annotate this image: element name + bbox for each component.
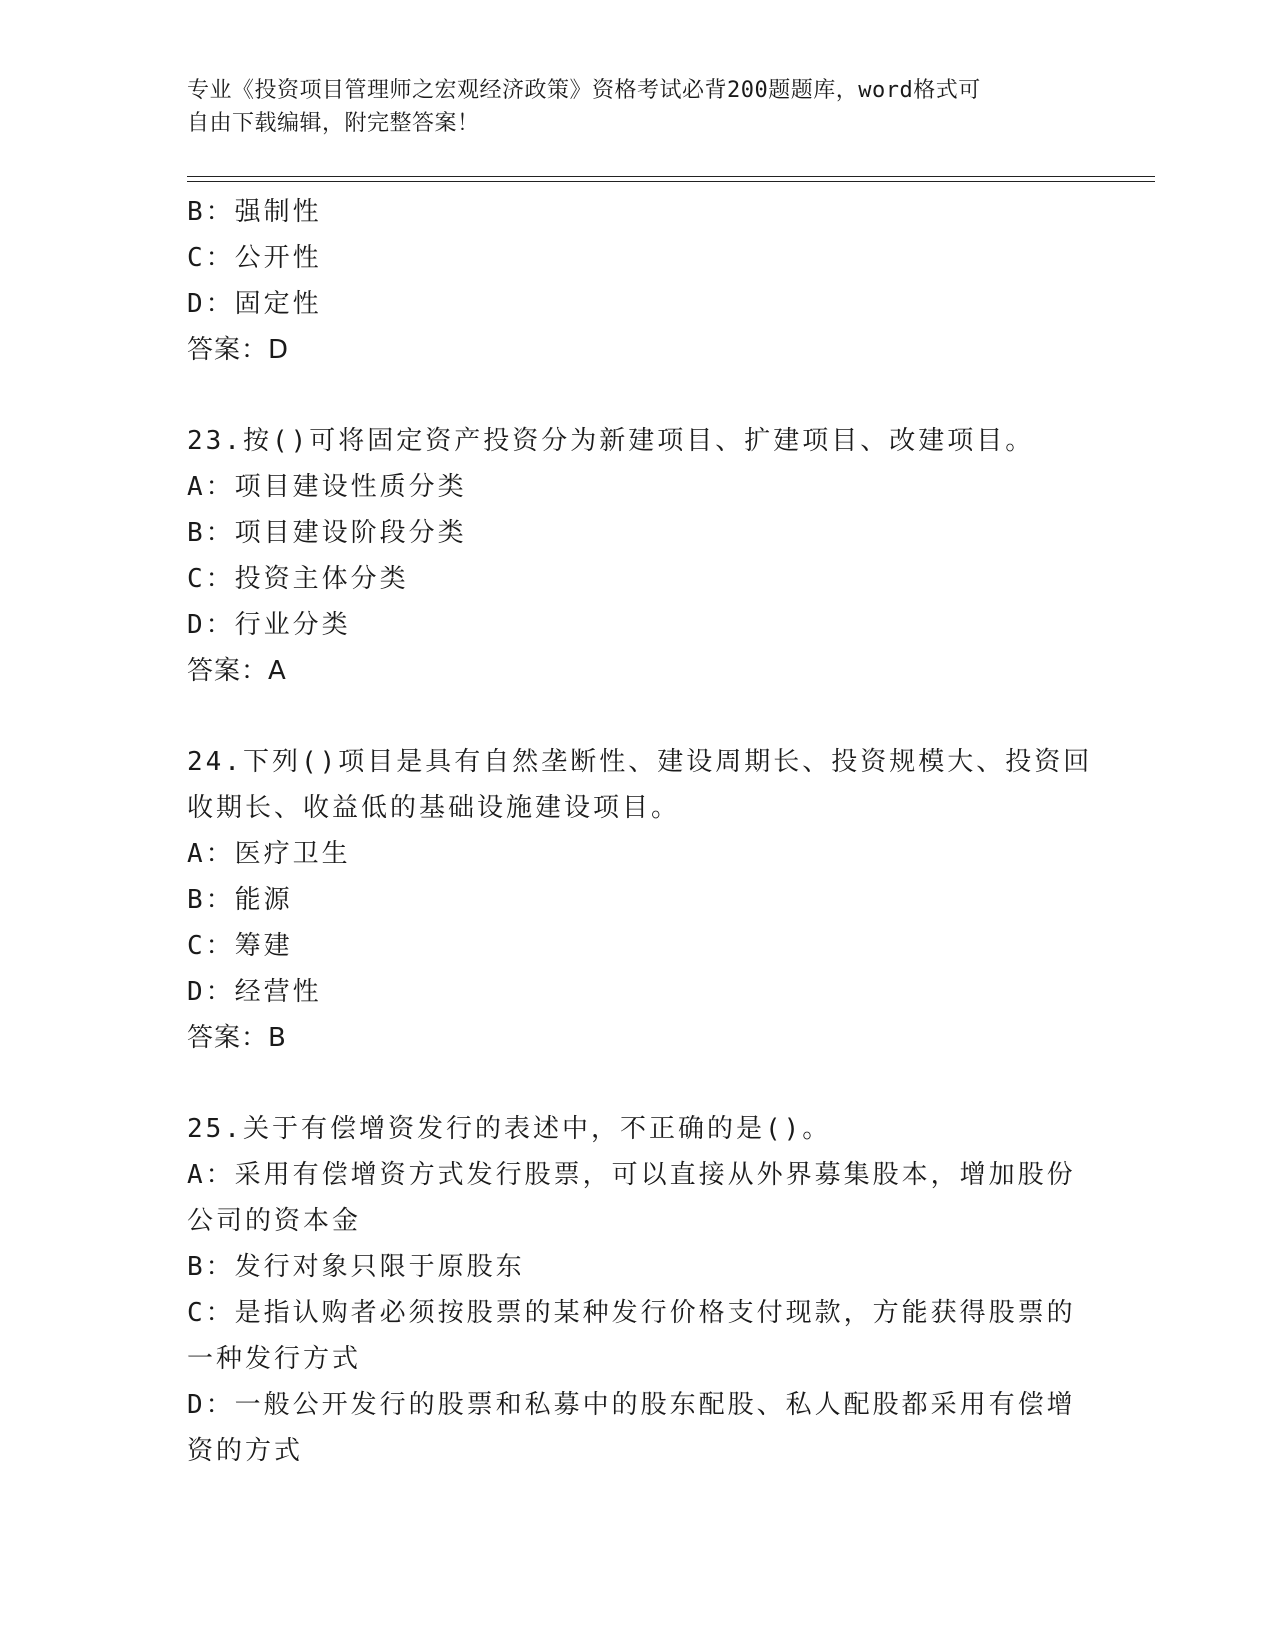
question-stem: 收期长、收益低的基础设施建设项目。 — [187, 793, 681, 823]
question-content — [187, 189, 1093, 1474]
option-c: C：公开性 — [187, 243, 322, 273]
option-a: A：采用有偿增资方式发行股票，可以直接从外界募集股本，增加股份 — [187, 1160, 1076, 1190]
option-d: D：一般公开发行的股票和私募中的股东配股、私人配股都采用有偿增 — [187, 1390, 1076, 1420]
option-a: A：项目建设性质分类 — [187, 472, 467, 502]
option-a-continued: 公司的资本金 — [187, 1206, 362, 1236]
header-rule-top — [187, 176, 1155, 177]
prev-question — [187, 189, 1087, 373]
spacer — [187, 373, 1087, 418]
question-stem: 24.下列()项目是具有自然垄断性、建设周期长、投资规模大、投资回 — [187, 747, 1093, 777]
option-c: C：是指认购者必须按股票的某种发行价格支付现款，方能获得股票的 — [187, 1298, 1076, 1328]
option-c: C：投资主体分类 — [187, 564, 409, 594]
option-b: B：能源 — [187, 885, 293, 915]
option-b: B：项目建设阶段分类 — [187, 518, 467, 548]
answer: 答案：B — [187, 1023, 287, 1053]
question-24 — [187, 739, 1093, 1061]
option-d: D：经营性 — [187, 977, 322, 1007]
option-b: B：强制性 — [187, 197, 322, 227]
question-25 — [187, 1106, 1087, 1474]
spacer — [187, 694, 1087, 739]
option-b: B：发行对象只限于原股东 — [187, 1252, 525, 1282]
option-c: C：筹建 — [187, 931, 293, 961]
document-header — [187, 74, 1067, 140]
option-d: D：行业分类 — [187, 610, 351, 640]
header-rule-bottom — [187, 181, 1155, 182]
answer: 答案：A — [187, 656, 287, 686]
answer: 答案：D — [187, 335, 290, 365]
header-line-2: 自由下载编辑，附完整答案！ — [187, 111, 480, 136]
option-d-continued: 资的方式 — [187, 1436, 304, 1466]
question-stem: 23.按()可将固定资产投资分为新建项目、扩建项目、改建项目。 — [187, 426, 1035, 456]
question-23 — [187, 418, 1087, 694]
question-stem: 25.关于有偿增资发行的表述中，不正确的是()。 — [187, 1114, 832, 1144]
spacer — [187, 1061, 1087, 1106]
option-a: A：医疗卫生 — [187, 839, 351, 869]
header-line-1: 专业《投资项目管理师之宏观经济政策》资格考试必背200题题库，word格式可 — [187, 78, 981, 103]
option-d: D：固定性 — [187, 289, 322, 319]
option-c-continued: 一种发行方式 — [187, 1344, 362, 1374]
